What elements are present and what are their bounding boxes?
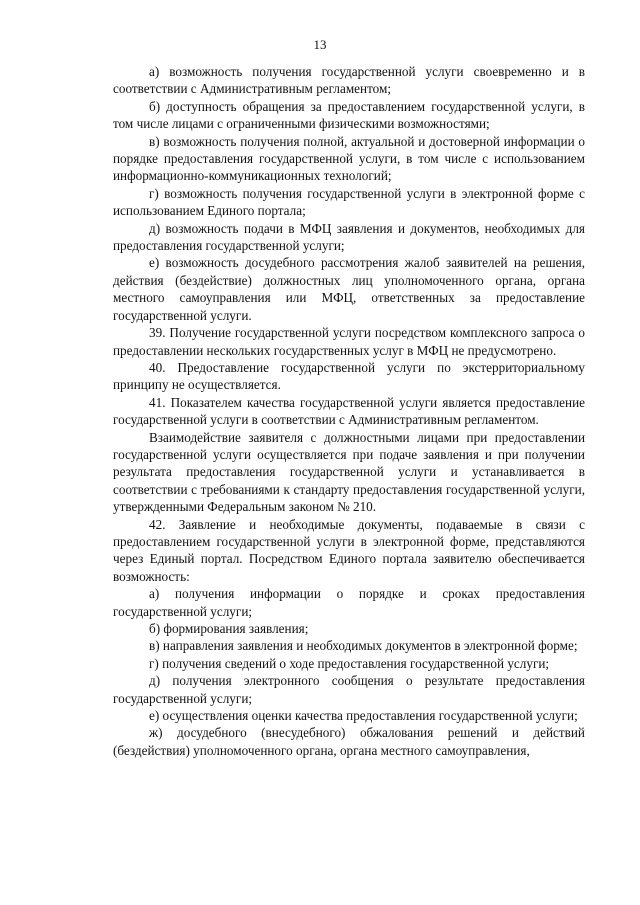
paragraph-40-extraterritorial: 40. Предоставление государственной услуги по экстерриториальному принципу не осуществляется. xyxy=(113,359,585,393)
paragraph-b-forming: б) формирования заявления; xyxy=(149,621,309,636)
paragraph-a-information: а) получения информации о порядке и сроках предоставления государственной услуги; xyxy=(113,586,585,619)
paragraph-d-result-message: д) получения электронного сообщения о результате предоставления государственной услуги; xyxy=(113,673,585,706)
paragraph-g-status: г) получения сведений о ходе предоставления государственной услуги; xyxy=(149,655,550,671)
paragraph-d-mfc-submission: д) возможность подачи в МФЦ заявления и документов, необходимых для предоставления государственной услуги; xyxy=(113,220,585,254)
paragraph-interaction: Взаимодействие заявителя с должностными лицами при предоставлении государственной услуги осуществляется при подаче заявления и при получении результата предоставления государственной услуги и устанавливается в соответствии с требованиями к стандарту предоставления государственной услуги, утвержденными Федеральным законом № 210. xyxy=(113,429,585,515)
paragraph-g-electronic-form: г) возможность получения государственной услуги в электронной форме с использованием Единого портала; xyxy=(113,185,585,219)
page-number: 13 xyxy=(313,37,327,52)
paragraph-e-quality-assessment: е) осуществления оценки качества предоставления государственной услуги; xyxy=(149,708,578,724)
paragraph-v-information: в) возможность получения полной, актуальной и достоверной информации о порядке предоставления государственной услуги, в том числе с использованием информационно-коммуникационных технологий; xyxy=(113,133,585,184)
paragraph-b-accessibility: б) доступность обращения за предоставлением государственной услуги, в том числе лицами с ограниченными физическими возможностями; xyxy=(113,98,585,132)
paragraph-e-pretrial-appeal: е) возможность досудебного рассмотрения жалоб заявителей на решения, действия (бездействие) должностных лиц уполномоченного органа, органа местного самоуправления или МФЦ, ответственных за предоставление государственной услуги. xyxy=(113,255,585,323)
paragraph-zh-appeal: ж) досудебного (внесудебного) обжалования решений и действий (бездействия) уполномоченного органа, органа местного самоуправления, xyxy=(113,725,585,758)
paragraph-42-electronic-submission: 42. Заявление и необходимые документы, подаваемые в связи с предоставлением государственной услуги в электронной форме, представляются через Единый портал. Посредством Единого портала заявителю обеспечивается возможность: xyxy=(113,516,585,584)
document-body xyxy=(113,63,585,759)
paragraph-v-sending: в) направления заявления и необходимых документов в электронной форме; xyxy=(149,638,578,654)
paragraph-39-complex-request: 39. Получение государственной услуги посредством комплексного запроса о предоставлении нескольких государственных услуг в МФЦ не предусмотрено. xyxy=(113,325,585,358)
paragraph-41-quality-indicator: 41. Показателем качества государственной услуги является предоставление государственной услуги в соответствии с Административным регламентом. xyxy=(113,394,585,428)
paragraph-a-timely-service: а) возможность получения государственной услуги своевременно и в соответствии с Административным регламентом; xyxy=(113,64,585,97)
